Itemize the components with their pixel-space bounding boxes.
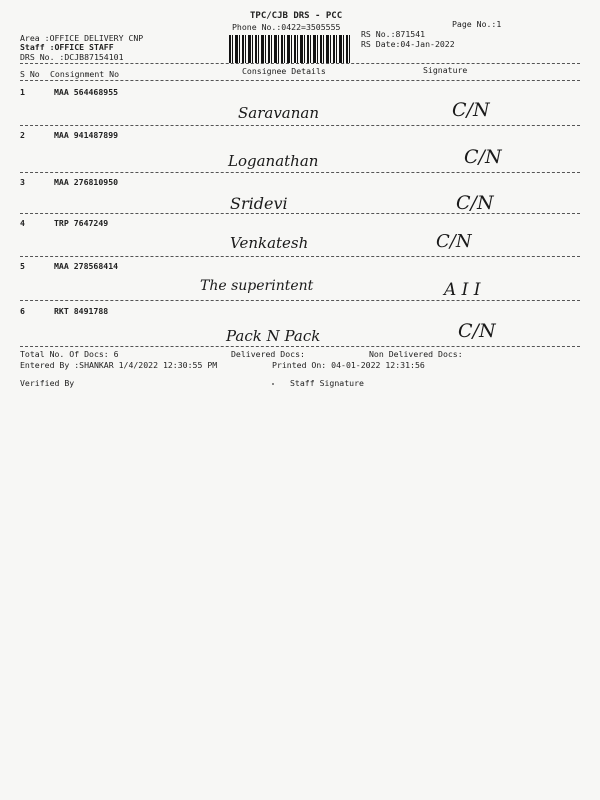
row-consignee-handwritten: Loganathan bbox=[228, 152, 319, 170]
row-divider bbox=[20, 256, 580, 257]
row-signature-handwritten: C/N bbox=[452, 99, 490, 121]
row-divider bbox=[20, 125, 580, 126]
column-header-sno: S No bbox=[20, 69, 40, 79]
header-divider bbox=[20, 63, 580, 64]
row-sno: 2 bbox=[20, 130, 25, 140]
row-sno: 6 bbox=[20, 306, 25, 316]
row-signature-handwritten: C/N bbox=[436, 231, 472, 252]
rs-date: RS Date:04-Jan-2022 bbox=[361, 39, 455, 49]
phone-number: Phone No.:0422=3505555 bbox=[232, 22, 341, 32]
staff-signature-label: Staff Signature bbox=[290, 378, 364, 388]
document-title: TPC/CJB DRS - PCC bbox=[250, 11, 343, 21]
row-consignee-handwritten: Sridevi bbox=[230, 194, 288, 213]
drs-number: DRS No. :DCJB87154101 bbox=[20, 52, 124, 62]
row-divider bbox=[20, 213, 580, 214]
row-consignee-handwritten: Pack N Pack bbox=[226, 327, 321, 345]
row-consignment-no: MAA 278568414 bbox=[54, 261, 119, 271]
verified-by-label: Verified By bbox=[20, 378, 75, 388]
row-sno: 4 bbox=[20, 218, 25, 228]
row-consignment-no: MAA 564468955 bbox=[54, 87, 119, 97]
row-signature-handwritten: A I I bbox=[444, 280, 481, 300]
table-bottom-divider bbox=[20, 346, 580, 347]
row-sno: 1 bbox=[20, 87, 25, 97]
row-consignment-no: MAA 941487899 bbox=[54, 130, 119, 140]
row-consignee-handwritten: Venkatesh bbox=[230, 234, 309, 252]
non-delivered-docs: Non Delivered Docs: bbox=[369, 349, 463, 359]
page-number: Page No.:1 bbox=[452, 19, 502, 29]
row-signature-handwritten: C/N bbox=[456, 192, 494, 214]
row-divider bbox=[20, 172, 580, 173]
row-sno: 5 bbox=[20, 261, 25, 271]
row-sno: 3 bbox=[20, 177, 25, 187]
row-consignee-handwritten: The superintent bbox=[200, 278, 314, 294]
column-header-signature: Signature bbox=[423, 65, 468, 75]
delivered-docs: Delivered Docs: bbox=[231, 349, 305, 359]
total-docs: Total No. Of Docs: 6 bbox=[20, 349, 119, 359]
staff-field: Staff :OFFICE STAFF bbox=[20, 42, 114, 52]
rs-number: RS No.:871541 bbox=[361, 29, 426, 39]
row-consignment-no: RKT 8491788 bbox=[54, 306, 109, 316]
area-field: Area :OFFICE DELIVERY CNP bbox=[20, 33, 144, 43]
row-divider bbox=[20, 300, 580, 301]
entered-by: Entered By :SHANKAR 1/4/2022 12:30:55 PM bbox=[20, 360, 218, 370]
row-signature-handwritten: C/N bbox=[464, 146, 502, 168]
row-signature-handwritten: C/N bbox=[458, 320, 496, 342]
column-header-consignment: Consignment No bbox=[50, 69, 120, 79]
row-consignment-no: TRP 7647249 bbox=[54, 218, 109, 228]
column-header-divider bbox=[20, 80, 580, 81]
row-consignee-handwritten: Saravanan bbox=[238, 104, 320, 122]
printed-on: Printed On: 04-01-2022 12:31:56 bbox=[272, 360, 425, 370]
scan-speck bbox=[272, 383, 274, 385]
barcode-image bbox=[229, 35, 351, 63]
column-header-consignee: Consignee Details bbox=[242, 66, 326, 76]
row-consignment-no: MAA 276810950 bbox=[54, 177, 119, 187]
